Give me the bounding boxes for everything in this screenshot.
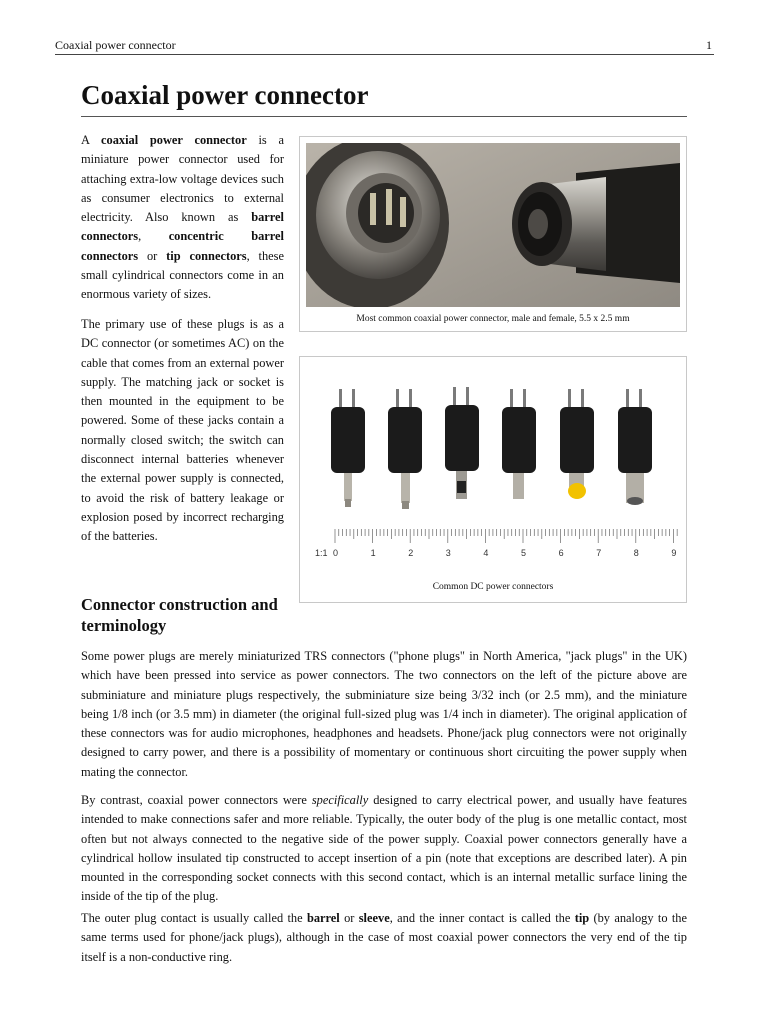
ruler-label: 7 — [596, 548, 602, 558]
ruler-label: 0 — [333, 548, 339, 558]
term-barrel: barrel — [306, 911, 340, 925]
term-tip-connectors: tip connectors — [166, 248, 247, 263]
section-heading: Connector construction and terminology — [81, 595, 278, 635]
ruler-label: 1:1 — [315, 548, 328, 558]
connector-closeup-photo — [306, 143, 680, 307]
emphasis-specifically: specifically — [311, 793, 369, 807]
ruler-label: 3 — [445, 548, 451, 558]
ruler-label: 8 — [633, 548, 639, 558]
section-paragraph-3: The outer plug contact is usually called the barrel or sleeve, and the inner contact is called the tip (by analogy to the same terms used for phone/jack plugs), although in the case of most coaxial power connectors the very end of the tip itself is a non-conductive ring. — [81, 911, 687, 964]
ruler-label: 2 — [408, 548, 414, 558]
section-paragraph-2: By contrast, coaxial power connectors were specifically designed to carry electrical power, and usually have features intended to make connections safer and more reliable. Typically, the outer body of the plug is one metallic contact, most often but not always connected to the negative side of the power supply. Coaxial power connectors generally have a cylindrical hollow insulated tip constructed to accept insertion of a pin (note that exceptions are described later). A pin mounted in the corresponding socket connects with this second contact, which is an internal metallic surface lining the inside of the tip of the plug. — [81, 793, 687, 904]
figure-connector-closeup — [299, 136, 687, 332]
running-header — [55, 38, 714, 55]
intro-paragraph-2: The primary use of these plugs is as a DC connector (or sometimes AC) on the cable that comes from an external power supply. The matching jack or socket is then mounted in the equipment to be powered. Some of these jacks contain a normally closed switch; the switch can disconnect internal batteries whenever the external power supply is connected, to avoid the risk of battery leakage or explosion posed by incorrect recharging of the batteries. — [81, 317, 284, 544]
figure-dc-connectors — [299, 356, 687, 603]
term-concentric-barrel-connectors: concentric barrel connectors — [81, 229, 284, 263]
term-coaxial-power-connector: coaxial power connector — [101, 133, 247, 147]
page-number: 1 — [706, 38, 712, 52]
article-title: Coaxial power connector — [81, 78, 687, 117]
intro-paragraph-1: A coaxial power connector is a miniature power connector used for attaching extra-low voltage devices such as consumer electronics to external electricity. Also known as barrel connectors, concentric barrel connectors or tip connectors, these small cylindrical connectors come in an enormous variety of sizes. — [81, 133, 284, 302]
figure-2-caption: Common DC power connectors — [432, 582, 554, 592]
ruler-label: 6 — [558, 548, 564, 558]
dc-connectors-photo — [306, 363, 680, 579]
running-title: Coaxial power connector — [55, 38, 176, 52]
section-paragraph-1: Some power plugs are merely miniaturized TRS connectors ("phone plugs" in North America, "jack plugs" in the UK) which have been pressed into service as power connectors. The two connectors on the left of the picture above are subminiature and miniature plugs respectively, the subminiature size being 3/32 inch (or 2.5 mm), and the miniature being 1/8 inch (or 3.5 mm) in diameter (the original full-sized plug was 1/4 inch in diameter). The original application of these connectors was for audio microphones, headphones and headsets. Phone/jack plug connectors were not originally designed to carry power, and there is a possibility of momentary or continuous short circuiting the power supply when mating the connector. — [81, 649, 687, 779]
ruler-label: 1 — [370, 548, 376, 558]
term-sleeve: sleeve — [358, 911, 390, 925]
ruler-label: 5 — [521, 548, 527, 558]
term-tip: tip — [574, 911, 590, 925]
ruler-label: 9 — [671, 548, 677, 558]
term-barrel-connectors: barrel connectors — [81, 210, 284, 244]
figure-1-caption: Most common coaxial power connector, male and female, 5.5 x 2.5 mm — [356, 314, 630, 324]
ruler-label: 4 — [483, 548, 489, 558]
